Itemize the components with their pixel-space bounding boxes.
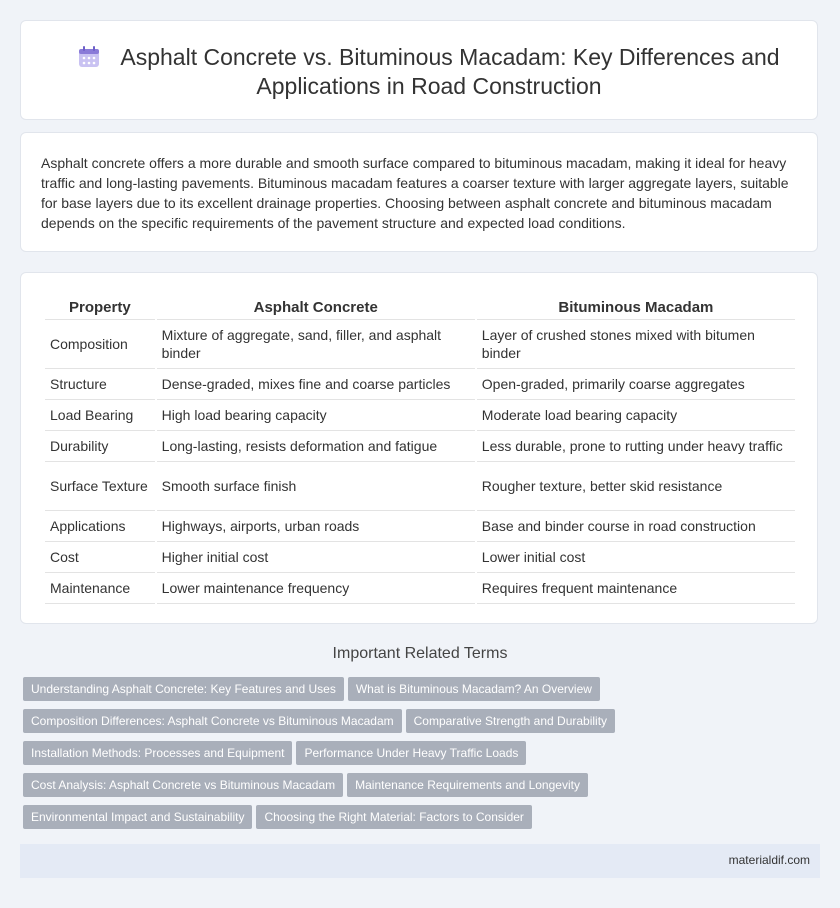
row-asphalt-value: Smooth surface finish — [157, 462, 475, 511]
related-term-link[interactable]: Composition Differences: Asphalt Concrete vs Bituminous Macadam — [23, 709, 402, 733]
row-property: Composition — [45, 320, 155, 369]
row-macadam-value: Less durable, prone to rutting under heavy traffic — [477, 431, 795, 462]
related-term-link[interactable]: Understanding Asphalt Concrete: Key Features and Uses — [23, 677, 344, 701]
table-row — [45, 462, 795, 511]
related-terms-heading: Important Related Terms — [332, 645, 508, 662]
title-wrap — [61, 43, 797, 101]
footer-site[interactable]: materialdif.com — [728, 853, 810, 867]
row-macadam-value: Open-graded, primarily coarse aggregates — [477, 369, 795, 400]
intro-paragraph: Asphalt concrete offers a more durable and smooth surface compared to bituminous macadam, making it ideal for heavy traffic and long-lasting pavements. Bituminous macadam features a coarser texture with larger aggregate layers, suitable for base layers due to its excellent drainage properties. Choosing between asphalt concrete and bituminous macadam depends on the specific requirements of the pavement structure and expected load conditions. — [41, 155, 789, 231]
table-row — [45, 511, 795, 542]
row-asphalt-value: Higher initial cost — [157, 542, 475, 573]
row-asphalt-value: Long-lasting, resists deformation and fatigue — [157, 431, 475, 462]
row-property: Applications — [45, 511, 155, 542]
row-property: Durability — [45, 431, 155, 462]
related-term-link[interactable]: Installation Methods: Processes and Equipment — [23, 741, 292, 765]
tag-row — [23, 741, 823, 773]
header-bituminous-macadam: Bituminous Macadam — [477, 295, 795, 320]
related-term-link[interactable]: Environmental Impact and Sustainability — [23, 805, 252, 829]
row-asphalt-value: Dense-graded, mixes fine and coarse particles — [157, 369, 475, 400]
related-term-link[interactable]: Cost Analysis: Asphalt Concrete vs Bituminous Macadam — [23, 773, 343, 797]
row-macadam-value: Requires frequent maintenance — [477, 573, 795, 604]
related-term-link[interactable]: Choosing the Right Material: Factors to Consider — [256, 805, 531, 829]
row-macadam-value: Layer of crushed stones mixed with bitumen binder — [477, 320, 795, 369]
related-term-link[interactable]: What is Bituminous Macadam? An Overview — [348, 677, 600, 701]
header-asphalt-concrete: Asphalt Concrete — [157, 295, 475, 320]
calendar-icon — [78, 46, 100, 68]
header-property: Property — [45, 295, 155, 320]
table-row — [45, 573, 795, 604]
intro-card — [20, 132, 818, 252]
row-macadam-value: Lower initial cost — [477, 542, 795, 573]
table-row — [45, 431, 795, 462]
row-asphalt-value: Highways, airports, urban roads — [157, 511, 475, 542]
related-term-link[interactable]: Performance Under Heavy Traffic Loads — [296, 741, 526, 765]
related-terms-list — [23, 677, 823, 837]
related-term-link[interactable]: Comparative Strength and Durability — [406, 709, 615, 733]
row-asphalt-value: Mixture of aggregate, sand, filler, and asphalt binder — [157, 320, 475, 369]
tag-row — [23, 805, 823, 837]
footer — [20, 844, 820, 878]
page-title-text: Asphalt Concrete vs. Bituminous Macadam: Key Differences and Applications in Road Construction — [120, 44, 780, 99]
table-row — [45, 542, 795, 573]
row-property: Load Bearing — [45, 400, 155, 431]
tag-row — [23, 709, 823, 741]
comparison-card — [20, 272, 818, 624]
row-property: Surface Texture — [45, 462, 155, 511]
row-property: Maintenance — [45, 573, 155, 604]
row-property: Cost — [45, 542, 155, 573]
row-macadam-value: Base and binder course in road construction — [477, 511, 795, 542]
comparison-table — [43, 295, 797, 604]
row-macadam-value: Rougher texture, better skid resistance — [477, 462, 795, 511]
tag-row — [23, 677, 823, 709]
related-term-link[interactable]: Maintenance Requirements and Longevity — [347, 773, 588, 797]
tag-row — [23, 773, 823, 805]
page-title — [61, 43, 797, 101]
table-row — [45, 369, 795, 400]
row-asphalt-value: High load bearing capacity — [157, 400, 475, 431]
table-row — [45, 320, 795, 369]
row-macadam-value: Moderate load bearing capacity — [477, 400, 795, 431]
table-row — [45, 400, 795, 431]
row-asphalt-value: Lower maintenance frequency — [157, 573, 475, 604]
header-card — [20, 20, 818, 120]
table-header-row — [45, 295, 795, 320]
row-property: Structure — [45, 369, 155, 400]
